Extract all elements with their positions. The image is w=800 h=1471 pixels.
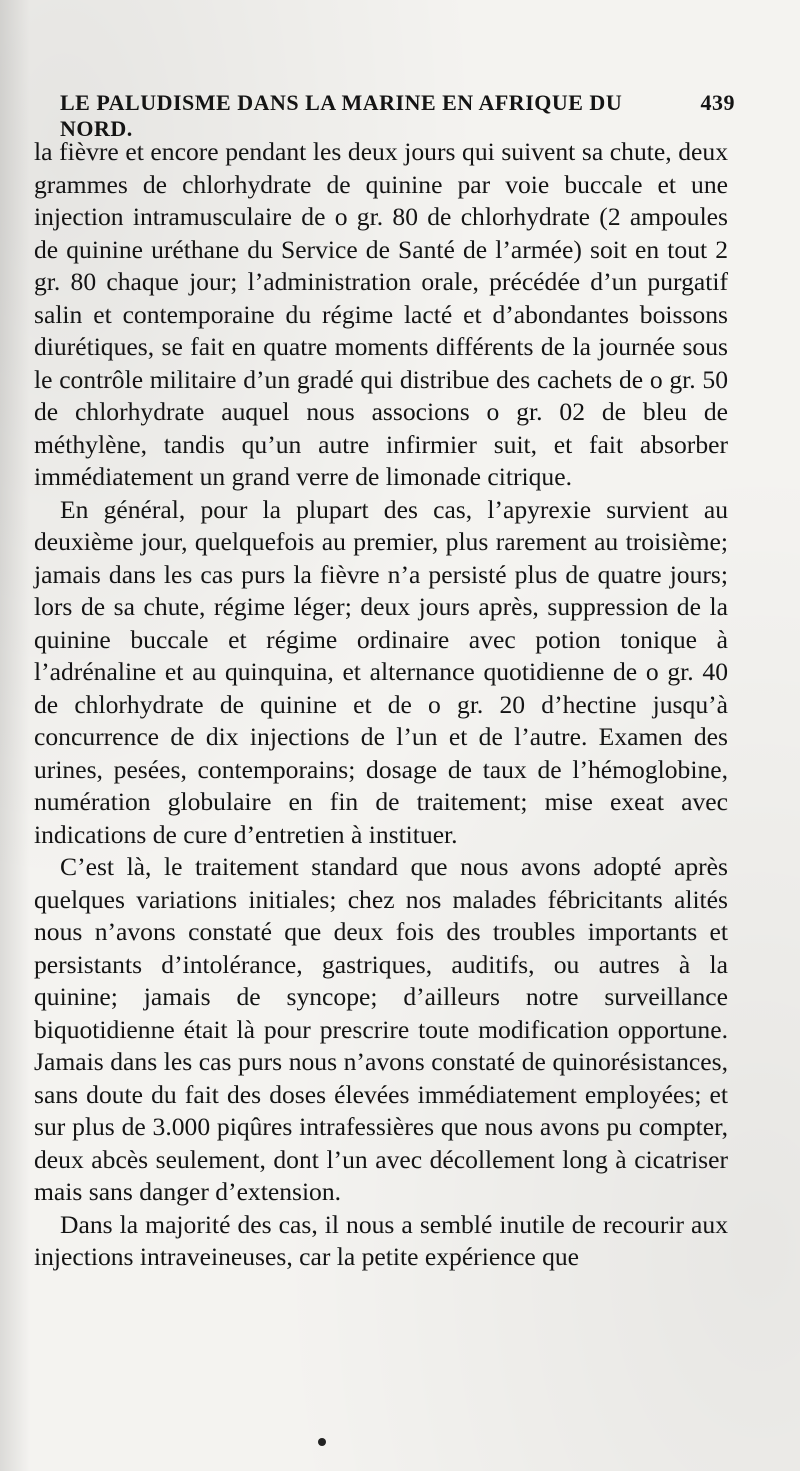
page-number: 439	[700, 90, 735, 115]
paragraph: C’est là, le traitement standard que nous avons adopté après quelques variations initiales; chez nos malades fébricitants alités nous n’avons constaté que deux fois des troubles importants et persistants d’intolérance, gastriques, auditifs, ou autres à la quinine; jamais de syncope; d’ailleurs notre surveillance biquotidienne était là pour prescrire toute modification opportune. Jamais dans les cas purs nous n’avons constaté de quinorésistances, sans doute du fait des doses élevées immédiatement employées; et sur plus de 3.000 piqûres intrafessières que nous avons pu compter, deux abcès seulement, dont l’un avec décollement long à cicatriser mais sans danger d’extension.	[34, 852, 728, 1206]
paragraph: Dans la majorité des cas, il nous a semblé inutile de recourir aux injections intraveineuses, car la petite expérience que	[34, 1209, 728, 1271]
body-text	[34, 136, 728, 1274]
running-header	[60, 90, 735, 141]
paragraph: En général, pour la plupart des cas, l’apyrexie survient au deuxième jour, quelquefois au premier, plus rarement au troisième; jamais dans les cas purs la fièvre n’a persisté plus de quatre jours; lors de sa chute, régime léger; deux jours après, suppression de la quinine buccale et régime ordinaire avec potion tonique à l’adrénaline et au quinquina, et alternance quotidienne de o gr. 40 de chlorhydrate de quinine et de o gr. 20 d’hectine jusqu’à concurrence de dix injections de l’un et de l’autre. Examen des urines, pesées, contemporains; dosage de taux de l’hémoglobine, numération globulaire en fin de traitement; mise exeat avec indications de cure d’entretien à instituer.	[34, 494, 728, 849]
ink-speck	[318, 1438, 326, 1446]
paragraph-continuation: la fièvre et encore pendant les deux jours qui suivent sa chute, deux grammes de chlorhydrate de quinine par voie buccale et une injection intramusculaire de o gr. 80 de chlorhydrate (2 ampoules de quinine uréthane du Service de Santé de l’armée) soit en tout 2 gr. 80 chaque jour; l’administration orale, précédée d’un purgatif salin et contemporaine du régime lacté et d’abondantes boissons diurétiques, se fait en quatre moments différents de la journée sous le contrôle militaire d’un gradé qui distribue des cachets de o gr. 50 de chlorhydrate auquel nous associons o gr. 02 de bleu de méthylène, tandis qu’un autre infirmier suit, et fait absorber immédiatement un grand verre de limonade citrique.	[34, 137, 728, 491]
page-edge-shadow	[0, 0, 30, 1471]
running-title: LE PALUDISME DANS LA MARINE EN AFRIQUE DU NORD.	[60, 90, 623, 141]
